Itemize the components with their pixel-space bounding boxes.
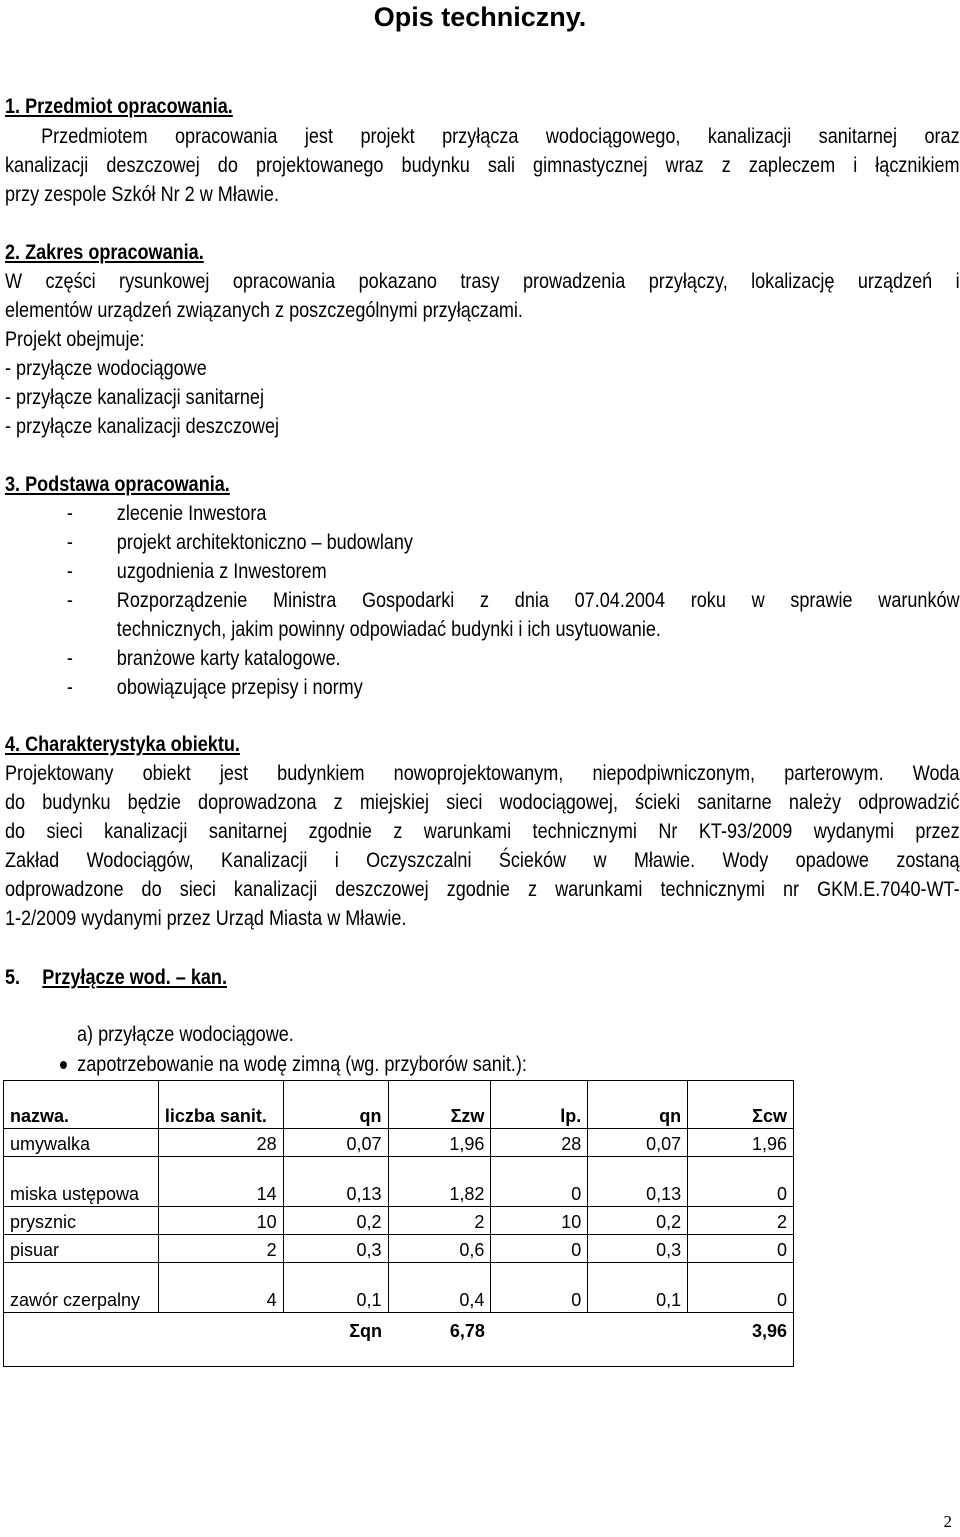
table-cell: pisuar	[4, 1235, 159, 1263]
header-lp: lp.	[491, 1081, 588, 1129]
bullet-text: zapotrzebowanie na wodę zimną (wg. przyborów sanit.):	[77, 1053, 527, 1076]
table-cell: 1,82	[388, 1157, 491, 1207]
table-cell: 0	[688, 1235, 794, 1263]
table-cell: 0,4	[388, 1263, 491, 1313]
table-cell: 10	[158, 1207, 283, 1235]
table-cell: 1,96	[388, 1129, 491, 1157]
table-cell: 0	[491, 1235, 588, 1263]
section-1-line-1: Przedmiotem opracowania jest projekt przyłącza wodociągowego, kanalizacji sanitarnej oraz	[41, 125, 960, 148]
table-cell	[4, 1313, 159, 1367]
section-2-body	[5, 267, 960, 441]
table-cell	[491, 1313, 588, 1367]
table-cell: 1,96	[688, 1129, 794, 1157]
section-1-line-2: kanalizacji deszczowej do projektowanego budynku sali gimnastycznej wraz z zapleczem i łącznikiem	[5, 154, 960, 177]
section-2-line-1: W części rysunkowej opracowania pokazano trasy prowadzenia przyłączy, lokalizację urządzeń i	[5, 270, 960, 293]
section-4-line-3: do sieci kanalizacji sanitarnej zgodnie z warunkami technicznymi Nr KT-93/2009 wydanymi przez	[5, 820, 960, 843]
section-1-heading	[5, 92, 233, 121]
table-cell: 10	[491, 1207, 588, 1235]
section-4-line-5: odprowadzone do sieci kanalizacji deszczowej zgodnie z warunkami technicznymi nr GKM.E.7040-WT-	[5, 878, 960, 901]
table-cell	[158, 1313, 283, 1367]
section-3-heading-text: 3. Podstawa opracowania.	[5, 473, 230, 496]
table-cell: 0,3	[588, 1235, 688, 1263]
section-1-heading-text: 1. Przedmiot opracowania.	[5, 95, 233, 118]
header-sum-zw: Σzw	[388, 1081, 491, 1129]
table-cell: zawór czerpalny	[4, 1263, 159, 1313]
section-1-line-3: przy zespole Szkół Nr 2 w Mławie.	[5, 183, 280, 206]
section-4-line-4: Zakład Wodociągów, Kanalizacji i Oczyszczalni Ścieków w Mławie. Wody opadowe zostaną	[5, 849, 960, 872]
table-cell: 0,07	[588, 1129, 688, 1157]
header-liczba-sanit: liczba sanit.	[158, 1081, 283, 1129]
section-1-body	[5, 122, 960, 209]
table-cell: 0,07	[283, 1129, 388, 1157]
sum-zw-value: 6,78	[388, 1313, 491, 1367]
table-cell: 4	[158, 1263, 283, 1313]
section-2-line-3: Projekt obejmuje:	[5, 328, 145, 351]
table-cell: 28	[158, 1129, 283, 1157]
table-row	[4, 1129, 794, 1157]
table-cell: 0,2	[588, 1207, 688, 1235]
table-cell: 0	[688, 1263, 794, 1313]
page-number: 2	[943, 1512, 952, 1531]
section-2-line-2: elementów urządzeń związanych z poszczególnymi przyłączami.	[5, 299, 523, 322]
section-3-heading	[5, 470, 230, 499]
section-4-line-1: Projektowany obiekt jest budynkiem nowoprojektowanym, niepodpiwniczonym, parterowym. Woda	[5, 762, 960, 785]
table-cell: 0,13	[588, 1157, 688, 1207]
table-header-row	[4, 1081, 794, 1129]
table-cell: 2	[388, 1207, 491, 1235]
table-sum-row	[4, 1313, 794, 1367]
sub-a-text: a) przyłącze wodociągowe.	[77, 1023, 294, 1046]
section-2-heading	[5, 238, 204, 267]
section-4-line-6: 1-2/2009 wydanymi przez Urząd Miasta w Mławie.	[5, 907, 407, 930]
table-cell	[588, 1313, 688, 1367]
section-5-heading-text: Przyłącze wod. – kan.	[42, 966, 227, 989]
table-cell: umywalka	[4, 1129, 159, 1157]
table-row	[4, 1235, 794, 1263]
table-cell: 2	[688, 1207, 794, 1235]
table-row	[4, 1207, 794, 1235]
document-title: Opis techniczny.	[373, 2, 587, 32]
table-cell: 0,2	[283, 1207, 388, 1235]
table-cell: miska ustępowa	[4, 1157, 159, 1207]
table-cell: 0,13	[283, 1157, 388, 1207]
header-qn-2: qn	[588, 1081, 688, 1129]
section-4-line-2: do budynku będzie doprowadzona z miejskiej sieci wodociągowej, ścieki sanitarne należy odprowadzić	[5, 791, 960, 814]
table-cell: 14	[158, 1157, 283, 1207]
header-nazwa: nazwa.	[4, 1081, 159, 1129]
table-cell: 2	[158, 1235, 283, 1263]
header-qn: qn	[283, 1081, 388, 1129]
section-5-heading	[5, 963, 227, 992]
section-4-heading	[5, 730, 240, 759]
table-cell: 0	[688, 1157, 794, 1207]
section-4-heading-text: 4. Charakterystyka obiektu.	[5, 733, 240, 756]
section-4-body	[5, 759, 960, 933]
table-row	[4, 1263, 794, 1313]
table-cell: 28	[491, 1129, 588, 1157]
section-2-line-6: - przyłącze kanalizacji deszczowej	[5, 415, 280, 438]
section-2-heading-text: 2. Zakres opracowania.	[5, 241, 204, 264]
table-cell: 0,6	[388, 1235, 491, 1263]
table-cell: 0	[491, 1157, 588, 1207]
section-2-line-5: - przyłącze kanalizacji sanitarnej	[5, 386, 264, 409]
section-5-sub-a	[77, 1020, 294, 1049]
table-cell: 0,3	[283, 1235, 388, 1263]
table-cell: 0	[491, 1263, 588, 1313]
sum-label: Σqn	[283, 1313, 388, 1367]
sum-cw-value: 3,96	[688, 1313, 794, 1367]
header-sum-cw: Σcw	[688, 1081, 794, 1129]
bullet-dot-icon	[60, 1061, 67, 1069]
table-cell: prysznic	[4, 1207, 159, 1235]
section-2-line-4: - przyłącze wodociągowe	[5, 357, 207, 380]
table-cell: 0,1	[283, 1263, 388, 1313]
fixtures-table	[3, 1080, 794, 1367]
section-5-number: 5.	[5, 966, 21, 989]
table-cell: 0,1	[588, 1263, 688, 1313]
section-5-bullet	[60, 1050, 527, 1079]
table-row	[4, 1157, 794, 1207]
